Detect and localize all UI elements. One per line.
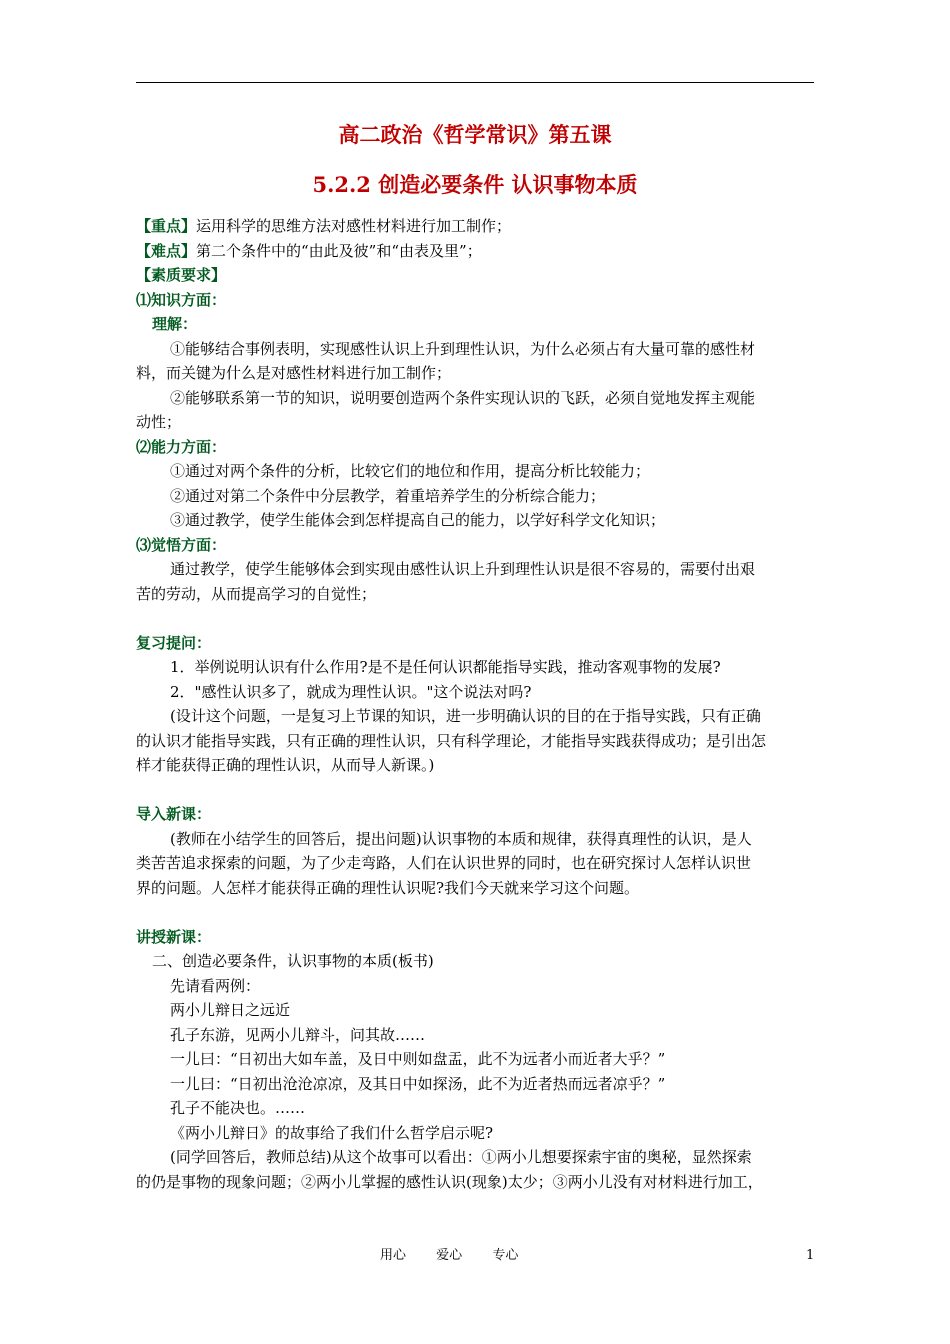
ability-heading: ⑵能力方面： <box>136 437 227 456</box>
footer-word: 爱心 <box>436 1248 463 1263</box>
paragraph-line: 二、创造必要条件，认识事物的本质(板书) <box>152 952 434 970</box>
paragraph-line: 料，而关键为什么是对感性材料进行加工制作； <box>136 364 452 382</box>
page-number: 1 <box>806 1248 815 1263</box>
difficulty-text: 第二个条件中的“由此及彼”和“由表及里”； <box>196 241 482 260</box>
key-point-text: 运用科学的思维方法对感性材料进行加工制作； <box>196 217 512 235</box>
difficulty-line <box>136 239 816 264</box>
paragraph-line: 先请看两例： <box>170 976 261 995</box>
paragraph-line: 动性； <box>136 413 182 431</box>
paragraph-line: 《两小儿辩日》的故事给了我们什么哲学启示呢? <box>170 1123 494 1142</box>
quality-requirements-heading: 【素质要求】 <box>136 266 227 284</box>
paragraph-line: (设计这个问题，一是复习上节课的知识，进一步明确认识的目的在于指导实践，只有正确 <box>170 707 761 725</box>
paragraph-line: 的认识才能指导实践，只有正确的理性认识，只有科学理论，才能指导实践获得成功；是引出怎 <box>136 731 767 750</box>
key-point-line <box>136 214 816 239</box>
paragraph-line: 样才能获得正确的理性认识，从而导人新课。) <box>136 756 435 774</box>
paragraph-line: (同学回答后，教师总结)从这个故事可以看出：①两小儿想要探索宇宙的奥秘，显然探索 <box>170 1148 752 1166</box>
page-subtitle: 5.2.2 创造必要条件 认识事物本质 <box>312 172 638 197</box>
paragraph-line: ①能够结合事例表明，实现感性认识上升到理性认识，为什么必须占有大量可靠的感性材 <box>170 339 756 358</box>
page-title: 高二政治《哲学常识》第五课 <box>338 122 612 147</box>
paragraph-line: 孔子东游，见两小儿辩斗，问其故…… <box>170 1025 426 1044</box>
paragraph-line: ②能够联系第一节的知识，说明要创造两个条件实现认识的飞跃，必须自觉地发挥主观能 <box>170 388 756 407</box>
difficulty-label: 【难点】 <box>136 241 197 260</box>
document-body <box>136 214 816 1194</box>
paragraph-line: ①通过对两个条件的分析，比较它们的地位和作用，提高分析比较能力； <box>170 462 651 480</box>
paragraph-line: 一儿曰：“日初出沧沧凉凉，及其日中如探汤，此不为近者热而远者凉乎？” <box>170 1074 666 1093</box>
paragraph-line: 1．举例说明认识有什么作用?是不是任何认识都能指导实践，推动客观事物的发展? <box>170 658 721 676</box>
paragraph-line: 类苦苦追求探索的问题，为了少走弯路，人们在认识世界的同时，也在研究探讨人怎样认识世 <box>136 854 752 872</box>
footer-word: 用心 <box>380 1248 407 1263</box>
footer-motto <box>380 1246 544 1266</box>
knowledge-heading: ⑴知识方面： <box>136 290 227 309</box>
paragraph-line: 的仍是事物的现象问题；②两小儿掌握的感性认识(现象)太少；③两小儿没有对材料进行加工， <box>136 1172 763 1191</box>
review-heading: 复习提问： <box>136 633 212 652</box>
paragraph-line: 孔子不能决也。…… <box>170 1099 306 1117</box>
key-point-label: 【重点】 <box>136 217 197 235</box>
awareness-heading: ⑶觉悟方面： <box>136 535 227 554</box>
paragraph-line: 一儿曰：“日初出大如车盖，及日中则如盘盂，此不为远者小而近者大乎？” <box>170 1050 666 1068</box>
paragraph-line: 苦的劳动，从而提高学习的自觉性； <box>136 584 377 603</box>
paragraph-line: (教师在小结学生的回答后，提出问题)认识事物的本质和规律，获得真理性的认识，是人 <box>170 829 752 848</box>
paragraph-line: 界的问题。人怎样才能获得正确的理性认识呢?我们今天就来学习这个问题。 <box>136 878 640 897</box>
paragraph-line: ③通过教学，使学生能体会到怎样提高自己的能力，以学好科学文化知识； <box>170 511 666 529</box>
paragraph-line: 2．"感性认识多了，就成为理性认识。"这个说法对吗? <box>170 682 532 701</box>
paragraph-line: 两小儿辩日之远近 <box>170 1001 291 1019</box>
introduction-heading: 导入新课： <box>136 805 212 823</box>
understanding-heading: 理解： <box>152 315 198 333</box>
footer-word: 专心 <box>492 1248 519 1263</box>
new-lesson-heading: 讲授新课： <box>136 927 212 946</box>
header-rule <box>136 82 814 83</box>
paragraph-line: 通过教学，使学生能够体会到实现由感性认识上升到理性认识是很不容易的，需要付出艰 <box>170 560 756 578</box>
paragraph-line: ②通过对第二个条件中分层教学，着重培养学生的分析综合能力； <box>170 486 606 505</box>
